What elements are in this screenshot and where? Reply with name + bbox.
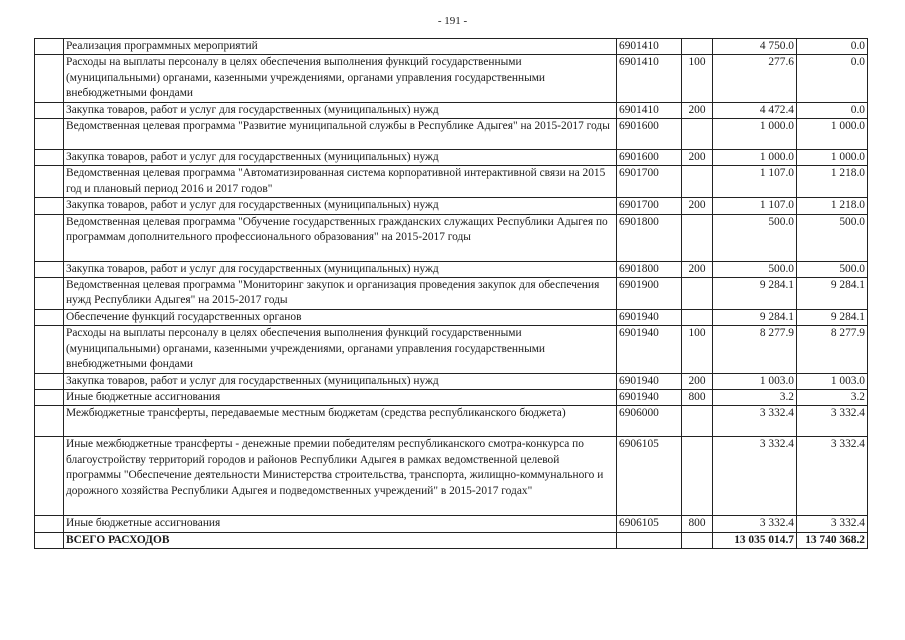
- row-name-cell: Иные бюджетные ассигнования: [64, 389, 617, 405]
- row-name-cell: Расходы на выплаты персоналу в целях обеспечения выполнения функций государственными (муниципальными) органами, казенными учреждениями, органами управления государственными внебюджетными фондами: [64, 326, 617, 373]
- row-value-2016-cell: 1 218.0: [797, 166, 868, 198]
- row-value-2016-cell: 3 332.4: [797, 437, 868, 516]
- total-row: [35, 532, 868, 548]
- row-value-2016-cell: 8 277.9: [797, 326, 868, 373]
- row-value-2015-cell: 1 107.0: [713, 166, 797, 198]
- row-value-2015-cell: 9 284.1: [713, 278, 797, 310]
- table-row: [35, 119, 868, 150]
- row-value-2016-cell: 9 284.1: [797, 309, 868, 325]
- total-value-2016: 13 740 368.2: [797, 532, 868, 548]
- row-value-2016-cell: 0.0: [797, 102, 868, 118]
- total-index-cell: [35, 532, 64, 548]
- row-type-cell: 100: [682, 55, 713, 102]
- row-code-cell: 6901940: [617, 309, 682, 325]
- row-code-cell: 6901410: [617, 39, 682, 55]
- row-index-cell: [35, 373, 64, 389]
- row-type-cell: [682, 166, 713, 198]
- row-value-2015-cell: 3 332.4: [713, 437, 797, 516]
- row-value-2016-cell: 1 000.0: [797, 150, 868, 166]
- row-index-cell: [35, 309, 64, 325]
- row-code-cell: 6906105: [617, 516, 682, 532]
- row-index-cell: [35, 389, 64, 405]
- row-name-cell: Обеспечение функций государственных органов: [64, 309, 617, 325]
- page-number: - 191 -: [437, 15, 468, 27]
- row-value-2016-cell: 3.2: [797, 389, 868, 405]
- row-value-2015-cell: 1 000.0: [713, 150, 797, 166]
- row-type-cell: [682, 437, 713, 516]
- row-type-cell: [682, 119, 713, 150]
- total-type-cell: [682, 532, 713, 548]
- row-code-cell: 6901800: [617, 214, 682, 261]
- total-code-cell: [617, 532, 682, 548]
- row-value-2016-cell: 3 332.4: [797, 406, 868, 437]
- row-value-2015-cell: 4 750.0: [713, 39, 797, 55]
- row-code-cell: 6901410: [617, 55, 682, 102]
- row-code-cell: 6901940: [617, 326, 682, 373]
- table-row: [35, 406, 868, 437]
- row-index-cell: [35, 278, 64, 310]
- row-value-2015-cell: 1 003.0: [713, 373, 797, 389]
- row-value-2015-cell: 1 000.0: [713, 119, 797, 150]
- row-type-cell: [682, 39, 713, 55]
- row-code-cell: 6906105: [617, 437, 682, 516]
- table-row: [35, 198, 868, 214]
- row-value-2015-cell: 500.0: [713, 261, 797, 277]
- row-index-cell: [35, 55, 64, 102]
- table-row: [35, 437, 868, 516]
- row-type-cell: 200: [682, 150, 713, 166]
- row-type-cell: [682, 406, 713, 437]
- budget-table: [34, 38, 868, 549]
- row-value-2015-cell: 8 277.9: [713, 326, 797, 373]
- row-type-cell: 200: [682, 102, 713, 118]
- row-type-cell: 800: [682, 516, 713, 532]
- row-type-cell: [682, 214, 713, 261]
- row-type-cell: [682, 309, 713, 325]
- table-row: [35, 166, 868, 198]
- table-row: [35, 326, 868, 373]
- table-row: [35, 516, 868, 532]
- row-name-cell: Закупка товаров, работ и услуг для государственных (муниципальных) нужд: [64, 373, 617, 389]
- row-name-cell: Закупка товаров, работ и услуг для государственных (муниципальных) нужд: [64, 198, 617, 214]
- row-name-cell: Ведомственная целевая программа "Обучение государственных гражданских служащих Республики Адыгея по программам дополнительного профессионального образования" на 2015-2017 годы: [64, 214, 617, 261]
- row-value-2015-cell: 3 332.4: [713, 516, 797, 532]
- row-index-cell: [35, 261, 64, 277]
- total-label: ВСЕГО РАСХОДОВ: [64, 532, 617, 548]
- row-code-cell: 6901700: [617, 198, 682, 214]
- row-index-cell: [35, 406, 64, 437]
- row-code-cell: 6901800: [617, 261, 682, 277]
- row-index-cell: [35, 437, 64, 516]
- row-index-cell: [35, 214, 64, 261]
- row-name-cell: Иные бюджетные ассигнования: [64, 516, 617, 532]
- row-value-2015-cell: 3.2: [713, 389, 797, 405]
- table-row: [35, 309, 868, 325]
- table-row: [35, 373, 868, 389]
- row-name-cell: Иные межбюджетные трансферты - денежные премии победителям республиканского смотра-конкурса по благоустройству территорий городов и районов Республики Адыгея в рамках ведомственной целевой программы "Обеспечение деятельности Министерства строительства, транспорта, жилищно-коммунального и дорожного хозяйства Республики Адыгея и подведомственных учреждений" в 2015-2017 годах": [64, 437, 617, 516]
- row-index-cell: [35, 326, 64, 373]
- row-code-cell: 6901940: [617, 373, 682, 389]
- row-code-cell: 6901940: [617, 389, 682, 405]
- row-value-2015-cell: 9 284.1: [713, 309, 797, 325]
- row-type-cell: 100: [682, 326, 713, 373]
- row-code-cell: 6901600: [617, 119, 682, 150]
- row-name-cell: Расходы на выплаты персоналу в целях обеспечения выполнения функций государственными (муниципальными) органами, казенными учреждениями, органами управления государственными внебюджетными фондами: [64, 55, 617, 102]
- row-value-2016-cell: 1 218.0: [797, 198, 868, 214]
- table-row: [35, 102, 868, 118]
- row-name-cell: Закупка товаров, работ и услуг для государственных (муниципальных) нужд: [64, 102, 617, 118]
- row-code-cell: 6901600: [617, 150, 682, 166]
- table-row: [35, 389, 868, 405]
- row-index-cell: [35, 150, 64, 166]
- row-name-cell: Ведомственная целевая программа "Автоматизированная система корпоративной интерактивной связи на 2015 год и плановый период 2016 и 2017 годов": [64, 166, 617, 198]
- row-name-cell: Закупка товаров, работ и услуг для государственных (муниципальных) нужд: [64, 150, 617, 166]
- row-code-cell: 6901900: [617, 278, 682, 310]
- table-row: [35, 214, 868, 261]
- row-value-2016-cell: 1 003.0: [797, 373, 868, 389]
- table-row: [35, 150, 868, 166]
- row-code-cell: 6901700: [617, 166, 682, 198]
- row-value-2016-cell: 3 332.4: [797, 516, 868, 532]
- row-code-cell: 6906000: [617, 406, 682, 437]
- row-index-cell: [35, 516, 64, 532]
- row-type-cell: 200: [682, 373, 713, 389]
- table-row: [35, 261, 868, 277]
- row-type-cell: 200: [682, 261, 713, 277]
- row-value-2015-cell: 4 472.4: [713, 102, 797, 118]
- row-value-2015-cell: 3 332.4: [713, 406, 797, 437]
- row-index-cell: [35, 39, 64, 55]
- row-name-cell: Межбюджетные трансферты, передаваемые местным бюджетам (средства республиканского бюджета): [64, 406, 617, 437]
- row-code-cell: 6901410: [617, 102, 682, 118]
- row-index-cell: [35, 166, 64, 198]
- row-value-2016-cell: 500.0: [797, 214, 868, 261]
- row-value-2016-cell: 0.0: [797, 55, 868, 102]
- row-value-2016-cell: 1 000.0: [797, 119, 868, 150]
- row-name-cell: Ведомственная целевая программа "Развитие муниципальной службы в Республике Адыгея" на 2015-2017 годы: [64, 119, 617, 150]
- row-value-2015-cell: 500.0: [713, 214, 797, 261]
- total-value-2015: 13 035 014.7: [713, 532, 797, 548]
- row-type-cell: 200: [682, 198, 713, 214]
- table-row: [35, 39, 868, 55]
- table-row: [35, 278, 868, 310]
- row-index-cell: [35, 119, 64, 150]
- row-name-cell: Ведомственная целевая программа "Мониторинг закупок и организация проведения закупок для обеспечения нужд Республики Адыгея" на 2015-2017 годы: [64, 278, 617, 310]
- row-value-2015-cell: 1 107.0: [713, 198, 797, 214]
- row-value-2016-cell: 500.0: [797, 261, 868, 277]
- row-value-2016-cell: 9 284.1: [797, 278, 868, 310]
- row-type-cell: [682, 278, 713, 310]
- row-name-cell: Закупка товаров, работ и услуг для государственных (муниципальных) нужд: [64, 261, 617, 277]
- row-index-cell: [35, 198, 64, 214]
- row-value-2016-cell: 0.0: [797, 39, 868, 55]
- row-type-cell: 800: [682, 389, 713, 405]
- row-name-cell: Реализация программных мероприятий: [64, 39, 617, 55]
- table-row: [35, 55, 868, 102]
- row-value-2015-cell: 277.6: [713, 55, 797, 102]
- row-index-cell: [35, 102, 64, 118]
